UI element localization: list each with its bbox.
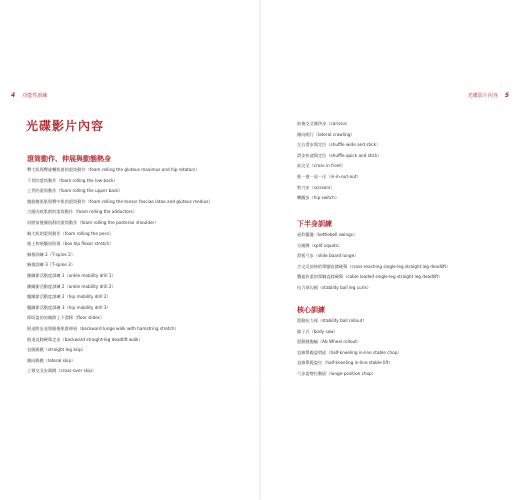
list-item: 滑板弓步（slide board lunge） [297, 253, 359, 259]
list-item: 剪刀步（scissors） [297, 184, 335, 190]
rolling-list [27, 167, 237, 379]
list-item: 下背的滾筒動作（foam rolling the low back） [27, 177, 118, 183]
list-item: 大腿內收肌群的滾筒動作（foam rolling the adductors） [27, 209, 137, 215]
list-item: 髖關節活動度訓練 2（hip mobility drill 2） [27, 294, 111, 300]
list-item: 闊筋膜張肌與臀中肌的滾筒動作（foam rolling the tensor fasciae latae and gluteus medius） [27, 198, 213, 204]
core-list [297, 318, 507, 382]
list-item: 胸大肌的滾筒動作（foam rolling the pecs） [27, 230, 114, 236]
list-item: 直線單跪姿拉（half-kneeling in-line stable lift） [297, 360, 393, 366]
list-item: 倒退跨步並與腿後肌群伸展（backward lunge walk with hamstring stretch） [27, 325, 179, 331]
left-running-title: 功能性訓練 [22, 93, 48, 99]
list-item: 直腿踢跳（straight leg skip） [27, 347, 86, 353]
left-running-head [11, 93, 47, 99]
list-item: 轉髖步（hip switch） [297, 195, 340, 201]
right-running-head [468, 93, 509, 99]
list-item: 分腿蹲（split squats） [297, 242, 342, 248]
list-item: 進－進－退－出（in-in-out-out） [297, 173, 361, 179]
list-item: 纜索負重的單腳直膝硬舉（cable loaded single-leg straight leg deadlift） [297, 274, 443, 280]
list-item: 髖關節活動度訓練 3（hip mobility drill 3） [27, 304, 111, 310]
lower-body-list [297, 232, 507, 296]
list-item: 前交叉（cross in front） [297, 163, 346, 169]
list-item: 手交叉前伸的單腳直膝硬舉（cross-reaching single-leg straight leg deadlift） [297, 263, 451, 269]
list-item: 側向踢跳（lateral skip） [27, 357, 76, 363]
page-title: 光碟影片內容 [26, 119, 105, 133]
list-item: 上背的滾筒動作（foam rolling the upper back） [27, 188, 123, 194]
list-item: 踝關節活動度訓練 2（ankle mobility drill 2） [27, 283, 116, 289]
list-item: 臀大肌與臀旋轉肌群的滾筒動作（foam rolling the gluteus maximus and hip rotators） [27, 167, 200, 172]
list-item: 滾動抗力球（stability ball rollout） [297, 318, 367, 323]
rolling-list-continued [297, 121, 507, 206]
left-page-number: 4 [11, 92, 16, 99]
section-title-rolling: 滾筒動作、伸展與動態熱身 [27, 155, 111, 163]
list-item: 左右滑步與定位（shuffle wide and stick） [297, 142, 381, 148]
list-item: 倒退直腿硬舉走步（backward straight-leg deadlift walk） [27, 336, 143, 342]
list-item: 直線單跪姿劈砍（half-kneeling in-line stable chop） [297, 349, 402, 355]
right-page-number: 5 [504, 92, 509, 99]
list-item: 箱上伸展髖屈肌群（box hip flexor stretch） [27, 241, 114, 247]
section-title-core: 核心訓練 [297, 306, 325, 314]
list-item: 抗力球勾腿（stability ball leg curls） [297, 284, 371, 290]
list-item: 胸椎訓練 2（T-spine 2） [27, 251, 76, 257]
list-item: 壺鈴擺盪（kettlebell swings） [297, 232, 358, 237]
list-item: 側向爬行（lateral crawling） [297, 131, 355, 137]
list-item: 弓步姿勢拉動砍（lunge-position chop） [297, 370, 376, 376]
list-item: 肩膀前後側肌群的滾筒動作（foam rolling the posterior shoulder） [27, 219, 159, 225]
list-item: 鋸子式（body saw） [297, 328, 338, 334]
list-item: 仰臥姿的肩關節上下滑移（floor slides） [27, 315, 105, 321]
list-item: 踝關節活動度訓練 1（ankle mobility drill 1） [27, 272, 116, 278]
list-item: 滑步快速與定位（shuffle quick and stick） [297, 152, 382, 158]
right-running-title: 光碟影片內容 [467, 93, 498, 99]
list-item: 前後交叉側併步（carioca） [297, 121, 350, 126]
list-item: 上臂交叉步踢跳（cross-over skip） [27, 368, 97, 374]
list-item: 滾動健腹輪（Ab Wheel rollout） [297, 339, 361, 345]
list-item: 胸椎訓練 3（T-spine 3） [27, 262, 76, 268]
section-title-lower-body: 下半身訓練 [297, 220, 332, 228]
page-gutter [259, 0, 261, 500]
